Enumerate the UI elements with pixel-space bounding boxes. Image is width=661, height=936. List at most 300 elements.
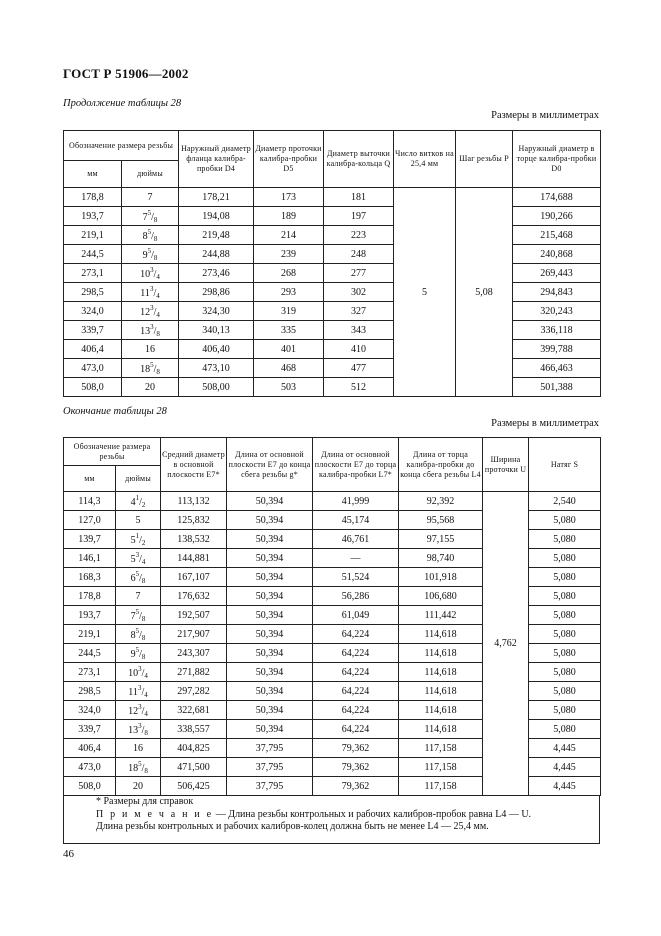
cell-len-end: 41,999 bbox=[313, 492, 399, 511]
inch-numerator: 3 bbox=[138, 721, 142, 730]
cell-tension: 5,080 bbox=[529, 530, 601, 549]
cell-len-end: 51,524 bbox=[313, 568, 399, 587]
cell-mm: 339,7 bbox=[64, 321, 122, 340]
inch-numerator: 1 bbox=[135, 493, 140, 502]
cell-mm: 406,4 bbox=[64, 739, 116, 758]
cell-tension: 5,080 bbox=[529, 625, 601, 644]
table-row bbox=[64, 359, 601, 378]
fraction-slash: / bbox=[153, 268, 157, 280]
cell-mean: 192,507 bbox=[161, 606, 227, 625]
cell-len-base: 50,394 bbox=[227, 568, 313, 587]
cell-tension: 5,080 bbox=[529, 663, 601, 682]
cell-outer: 320,243 bbox=[513, 302, 601, 321]
table-row bbox=[64, 226, 601, 245]
cell-groove: 319 bbox=[254, 302, 324, 321]
table-row bbox=[64, 378, 601, 397]
cell-mm: 193,7 bbox=[64, 606, 116, 625]
cell-flange: 340,13 bbox=[179, 321, 254, 340]
cell-tension: 5,080 bbox=[529, 644, 601, 663]
cell-tension: 2,540 bbox=[529, 492, 601, 511]
inch-denominator: 8 bbox=[156, 367, 160, 376]
cell-mm: 178,8 bbox=[64, 188, 122, 207]
inch-whole: 13 bbox=[140, 325, 151, 337]
cell-mm: 178,8 bbox=[64, 587, 116, 606]
fraction-slash: / bbox=[139, 572, 142, 584]
inch-whole: 7 bbox=[147, 191, 153, 203]
inch-whole: 12 bbox=[140, 306, 151, 318]
cell-recess: 302 bbox=[324, 283, 394, 302]
cell-inch bbox=[116, 625, 161, 644]
inch-numerator: 3 bbox=[150, 322, 154, 331]
fraction-slash: / bbox=[141, 762, 145, 774]
cell-len-end: 79,362 bbox=[313, 739, 399, 758]
table1-caption: Продолжение таблицы 28 bbox=[63, 98, 182, 109]
cell-len-base: 50,394 bbox=[227, 587, 313, 606]
fraction-slash: / bbox=[139, 629, 142, 641]
cell-flange: 324,30 bbox=[179, 302, 254, 321]
cell-groove: 173 bbox=[254, 188, 324, 207]
fraction-slash: / bbox=[139, 496, 142, 508]
cell-len-base: 37,795 bbox=[227, 739, 313, 758]
cell-recess: 410 bbox=[324, 340, 394, 359]
inch-whole: 5 bbox=[130, 534, 136, 546]
notes-block bbox=[63, 796, 600, 844]
cell-len-base: 50,394 bbox=[227, 625, 313, 644]
table-row bbox=[64, 207, 601, 226]
cell-mean: 338,557 bbox=[161, 720, 227, 739]
cell-mean: 167,107 bbox=[161, 568, 227, 587]
cell-len-end: — bbox=[313, 549, 399, 568]
cell-len-end: 56,286 bbox=[313, 587, 399, 606]
cell-inch bbox=[122, 245, 179, 264]
fraction-slash: / bbox=[151, 249, 154, 261]
inch-numerator: 5 bbox=[147, 246, 152, 255]
cell-flange: 219,48 bbox=[179, 226, 254, 245]
inch-whole: 18 bbox=[140, 363, 151, 375]
cell-mean: 144,881 bbox=[161, 549, 227, 568]
cell-outer: 336,118 bbox=[513, 321, 601, 340]
inch-whole: 7 bbox=[142, 211, 148, 223]
inch-whole: 4 bbox=[130, 496, 136, 508]
inch-numerator: 3 bbox=[150, 303, 154, 312]
cell-mean: 297,282 bbox=[161, 682, 227, 701]
inch-numerator: 3 bbox=[149, 284, 154, 293]
cell-len-end: 64,224 bbox=[313, 682, 399, 701]
table-row bbox=[64, 188, 601, 207]
inch-whole: 7 bbox=[130, 610, 136, 622]
fraction-slash: / bbox=[139, 648, 142, 660]
cell-inch bbox=[116, 606, 161, 625]
cell-len-base: 50,394 bbox=[227, 606, 313, 625]
cell-groove: 335 bbox=[254, 321, 324, 340]
table-row bbox=[64, 492, 601, 511]
cell-outer: 294,843 bbox=[513, 283, 601, 302]
cell-mm: 508,0 bbox=[64, 378, 122, 397]
inch-denominator: 8 bbox=[144, 728, 148, 737]
cell-tension: 4,445 bbox=[529, 777, 601, 796]
fraction-slash: / bbox=[151, 211, 154, 223]
cell-outer: 501,388 bbox=[513, 378, 601, 397]
cell-len-end: 61,049 bbox=[313, 606, 399, 625]
cell-recess: 223 bbox=[324, 226, 394, 245]
cell-len-base: 50,394 bbox=[227, 644, 313, 663]
cell-recess: 248 bbox=[324, 245, 394, 264]
cell-len-total: 114,618 bbox=[399, 663, 483, 682]
fraction-slash: / bbox=[139, 553, 142, 565]
cell-recess: 277 bbox=[324, 264, 394, 283]
cell-len-total: 117,158 bbox=[399, 739, 483, 758]
footnote: * Размеры для справок bbox=[96, 796, 194, 807]
cell-len-total: 97,155 bbox=[399, 530, 483, 549]
fraction-slash: / bbox=[151, 230, 154, 242]
inch-whole: 5 bbox=[130, 553, 136, 565]
cell-tension: 5,080 bbox=[529, 568, 601, 587]
note-label: П р и м е ч а н и е bbox=[96, 808, 214, 820]
cell-mm: 508,0 bbox=[64, 777, 116, 796]
inch-numerator: 3 bbox=[138, 664, 142, 673]
cell-mm: 473,0 bbox=[64, 359, 122, 378]
cell-inch bbox=[116, 739, 161, 758]
cell-mm: 406,4 bbox=[64, 340, 122, 359]
cell-inch bbox=[122, 359, 179, 378]
fraction-slash: / bbox=[141, 667, 145, 679]
cell-inch bbox=[116, 758, 161, 777]
cell-pitch-merged: 5,08 bbox=[456, 188, 513, 397]
inch-denominator: 4 bbox=[156, 272, 160, 281]
fraction-slash: / bbox=[153, 363, 157, 375]
table-row bbox=[64, 264, 601, 283]
cell-len-base: 37,795 bbox=[227, 777, 313, 796]
cell-flange: 194,08 bbox=[179, 207, 254, 226]
cell-outer: 174,688 bbox=[513, 188, 601, 207]
cell-groove: 268 bbox=[254, 264, 324, 283]
th2-width: Ширина проточки U bbox=[483, 438, 529, 492]
cell-len-end: 79,362 bbox=[313, 758, 399, 777]
cell-tension: 5,080 bbox=[529, 701, 601, 720]
inch-numerator: 5 bbox=[135, 645, 140, 654]
fraction-slash: / bbox=[139, 534, 142, 546]
cell-inch bbox=[116, 777, 161, 796]
cell-len-base: 50,394 bbox=[227, 492, 313, 511]
cell-inch bbox=[122, 188, 179, 207]
inch-numerator: 1 bbox=[135, 531, 140, 540]
table-row bbox=[64, 245, 601, 264]
cell-inch bbox=[116, 511, 161, 530]
cell-len-base: 37,795 bbox=[227, 758, 313, 777]
inch-denominator: 4 bbox=[156, 291, 160, 300]
cell-tension: 5,080 bbox=[529, 587, 601, 606]
cell-width-merged: 4,762 bbox=[483, 492, 529, 796]
th-groove: Диаметр проточки калибра-пробки D5 bbox=[254, 131, 324, 188]
th2-mean: Средний диаметр в основной плоскости E7* bbox=[161, 438, 227, 492]
cell-len-end: 64,224 bbox=[313, 644, 399, 663]
inch-numerator: 3 bbox=[137, 683, 142, 692]
cell-mean: 506,425 bbox=[161, 777, 227, 796]
inch-denominator: 4 bbox=[156, 310, 160, 319]
inch-denominator: 8 bbox=[141, 633, 146, 642]
cell-outer: 240,868 bbox=[513, 245, 601, 264]
cell-len-base: 50,394 bbox=[227, 511, 313, 530]
table2-units: Размеры в миллиметрах bbox=[491, 418, 599, 429]
table-end bbox=[63, 437, 601, 796]
inch-numerator: 5 bbox=[135, 569, 140, 578]
cell-len-total: 117,158 bbox=[399, 777, 483, 796]
cell-inch bbox=[116, 682, 161, 701]
cell-inch bbox=[116, 492, 161, 511]
inch-denominator: 8 bbox=[153, 234, 158, 243]
cell-tension: 5,080 bbox=[529, 511, 601, 530]
cell-threads-merged: 5 bbox=[394, 188, 456, 397]
inch-whole: 20 bbox=[133, 780, 143, 792]
note-text: — Длина резьбы контрольных и рабочих калибров-пробок равна L4 — U. bbox=[213, 808, 532, 820]
note-line bbox=[96, 809, 599, 822]
inch-whole: 13 bbox=[128, 724, 139, 736]
cell-flange: 273,46 bbox=[179, 264, 254, 283]
th2-inch: дюймы bbox=[116, 466, 161, 492]
fraction-slash: / bbox=[141, 686, 145, 698]
cell-len-base: 50,394 bbox=[227, 530, 313, 549]
inch-whole: 16 bbox=[145, 343, 155, 355]
table1-units: Размеры в миллиметрах bbox=[491, 110, 599, 121]
fraction-slash: / bbox=[141, 705, 145, 717]
cell-len-end: 64,224 bbox=[313, 663, 399, 682]
cell-mean: 176,632 bbox=[161, 587, 227, 606]
cell-mm: 219,1 bbox=[64, 226, 122, 245]
cell-len-base: 50,394 bbox=[227, 549, 313, 568]
cell-len-end: 64,224 bbox=[313, 625, 399, 644]
th2-designation: Обозначение размера резьбы bbox=[64, 438, 161, 466]
inch-whole: 8 bbox=[142, 230, 148, 242]
cell-mean: 217,907 bbox=[161, 625, 227, 644]
cell-mean: 243,307 bbox=[161, 644, 227, 663]
cell-mean: 113,132 bbox=[161, 492, 227, 511]
cell-len-total: 114,618 bbox=[399, 682, 483, 701]
inch-whole: 8 bbox=[130, 629, 136, 641]
inch-whole: 6 bbox=[130, 572, 136, 584]
cell-recess: 343 bbox=[324, 321, 394, 340]
cell-inch bbox=[122, 264, 179, 283]
cell-inch bbox=[122, 226, 179, 245]
cell-mm: 146,1 bbox=[64, 549, 116, 568]
cell-inch bbox=[116, 568, 161, 587]
inch-denominator: 4 bbox=[144, 671, 148, 680]
th-designation: Обозначение размера резьбы bbox=[64, 131, 179, 161]
cell-inch bbox=[116, 663, 161, 682]
cell-recess: 477 bbox=[324, 359, 394, 378]
table-row bbox=[64, 340, 601, 359]
inch-denominator: 2 bbox=[141, 538, 146, 547]
th2-mm: мм bbox=[64, 466, 116, 492]
inch-denominator: 8 bbox=[144, 766, 148, 775]
inch-denominator: 4 bbox=[144, 690, 148, 699]
document-title: ГОСТ Р 51906—2002 bbox=[63, 66, 189, 81]
cell-mm: 273,1 bbox=[64, 663, 116, 682]
cell-tension: 5,080 bbox=[529, 606, 601, 625]
cell-mm: 127,0 bbox=[64, 511, 116, 530]
inch-whole: 7 bbox=[135, 590, 141, 602]
cell-len-total: 101,918 bbox=[399, 568, 483, 587]
th-flange: Наружный диаметр фланца калибра-пробки D4 bbox=[179, 131, 254, 188]
inch-denominator: 4 bbox=[144, 709, 148, 718]
cell-mm: 139,7 bbox=[64, 530, 116, 549]
cell-len-end: 46,761 bbox=[313, 530, 399, 549]
inch-denominator: 4 bbox=[141, 557, 146, 566]
cell-mean: 322,681 bbox=[161, 701, 227, 720]
table-continuation bbox=[63, 130, 601, 397]
table2-caption: Окончание таблицы 28 bbox=[63, 406, 167, 417]
cell-tension: 4,445 bbox=[529, 758, 601, 777]
table-row bbox=[64, 283, 601, 302]
table-row bbox=[64, 321, 601, 340]
cell-recess: 327 bbox=[324, 302, 394, 321]
cell-recess: 181 bbox=[324, 188, 394, 207]
cell-len-total: 106,680 bbox=[399, 587, 483, 606]
cell-outer: 466,463 bbox=[513, 359, 601, 378]
inch-denominator: 2 bbox=[141, 500, 146, 509]
cell-groove: 189 bbox=[254, 207, 324, 226]
inch-denominator: 8 bbox=[156, 329, 160, 338]
cell-inch bbox=[122, 207, 179, 226]
inch-whole: 10 bbox=[140, 268, 151, 280]
inch-numerator: 5 bbox=[150, 360, 154, 369]
cell-groove: 214 bbox=[254, 226, 324, 245]
cell-inch bbox=[122, 378, 179, 397]
cell-groove: 239 bbox=[254, 245, 324, 264]
inch-whole: 5 bbox=[135, 514, 141, 526]
inch-whole: 16 bbox=[133, 742, 143, 754]
cell-mean: 471,500 bbox=[161, 758, 227, 777]
inch-numerator: 5 bbox=[147, 208, 152, 217]
cell-len-total: 117,158 bbox=[399, 758, 483, 777]
th-threads: Число витков на 25,4 мм bbox=[394, 131, 456, 188]
inch-whole: 11 bbox=[128, 686, 138, 698]
cell-mm: 168,3 bbox=[64, 568, 116, 587]
inch-whole: 12 bbox=[128, 705, 139, 717]
cell-flange: 298,86 bbox=[179, 283, 254, 302]
cell-inch bbox=[116, 644, 161, 663]
inch-whole: 9 bbox=[142, 249, 148, 261]
th2-tension: Натяг S bbox=[529, 438, 601, 492]
cell-mm: 193,7 bbox=[64, 207, 122, 226]
cell-outer: 190,266 bbox=[513, 207, 601, 226]
cell-mm: 244,5 bbox=[64, 644, 116, 663]
cell-outer: 269,443 bbox=[513, 264, 601, 283]
cell-mm: 298,5 bbox=[64, 682, 116, 701]
cell-mean: 125,832 bbox=[161, 511, 227, 530]
cell-mean: 404,825 bbox=[161, 739, 227, 758]
cell-inch bbox=[122, 283, 179, 302]
th2-len-base: Длина от основной плоскости E7 до конца сбега резьбы g* bbox=[227, 438, 313, 492]
inch-whole: 10 bbox=[128, 667, 139, 679]
cell-recess: 197 bbox=[324, 207, 394, 226]
cell-len-base: 50,394 bbox=[227, 720, 313, 739]
fraction-slash: / bbox=[153, 325, 157, 337]
cell-mean: 271,882 bbox=[161, 663, 227, 682]
th-outer: Наружный диаметр в торце калибра-пробки D0 bbox=[513, 131, 601, 188]
cell-groove: 468 bbox=[254, 359, 324, 378]
cell-inch bbox=[122, 340, 179, 359]
cell-groove: 401 bbox=[254, 340, 324, 359]
cell-groove: 293 bbox=[254, 283, 324, 302]
inch-denominator: 8 bbox=[141, 614, 146, 623]
cell-mm: 324,0 bbox=[64, 302, 122, 321]
cell-flange: 244,88 bbox=[179, 245, 254, 264]
th-mm: мм bbox=[64, 161, 122, 188]
inch-numerator: 3 bbox=[135, 550, 140, 559]
inch-numerator: 5 bbox=[135, 626, 140, 635]
fraction-slash: / bbox=[141, 724, 145, 736]
inch-numerator: 3 bbox=[150, 265, 154, 274]
cell-flange: 508,00 bbox=[179, 378, 254, 397]
cell-inch bbox=[122, 302, 179, 321]
cell-len-total: 95,568 bbox=[399, 511, 483, 530]
cell-len-end: 79,362 bbox=[313, 777, 399, 796]
inch-whole: 18 bbox=[128, 762, 139, 774]
inch-whole: 9 bbox=[130, 648, 136, 660]
cell-len-base: 50,394 bbox=[227, 682, 313, 701]
th2-len-total: Длина от торца калибра-пробки до конца сбега резьбы L4 bbox=[399, 438, 483, 492]
fraction-slash: / bbox=[139, 610, 142, 622]
cell-len-total: 114,618 bbox=[399, 720, 483, 739]
inch-denominator: 8 bbox=[141, 652, 146, 661]
cell-len-end: 45,174 bbox=[313, 511, 399, 530]
inch-denominator: 8 bbox=[141, 576, 146, 585]
page-number: 46 bbox=[63, 848, 74, 860]
cell-len-total: 114,618 bbox=[399, 625, 483, 644]
cell-flange: 473,10 bbox=[179, 359, 254, 378]
cell-mm: 244,5 bbox=[64, 245, 122, 264]
fraction-slash: / bbox=[153, 306, 157, 318]
cell-inch bbox=[122, 321, 179, 340]
cell-tension: 4,445 bbox=[529, 739, 601, 758]
cell-inch bbox=[116, 549, 161, 568]
cell-tension: 5,080 bbox=[529, 720, 601, 739]
th-pitch: Шаг резьбы P bbox=[456, 131, 513, 188]
inch-whole: 20 bbox=[145, 381, 155, 393]
inch-numerator: 5 bbox=[135, 607, 140, 616]
cell-mm: 324,0 bbox=[64, 701, 116, 720]
cell-len-total: 92,392 bbox=[399, 492, 483, 511]
fraction-slash: / bbox=[153, 287, 157, 299]
cell-mm: 473,0 bbox=[64, 758, 116, 777]
th-inch: дюймы bbox=[122, 161, 179, 188]
th-recess: Диаметр выточки калибра-кольца Q bbox=[324, 131, 394, 188]
cell-len-total: 111,442 bbox=[399, 606, 483, 625]
inch-numerator: 3 bbox=[138, 702, 142, 711]
cell-inch bbox=[116, 530, 161, 549]
cell-len-total: 114,618 bbox=[399, 644, 483, 663]
cell-len-end: 64,224 bbox=[313, 701, 399, 720]
cell-mm: 273,1 bbox=[64, 264, 122, 283]
cell-mm: 339,7 bbox=[64, 720, 116, 739]
th2-len-end: Длина от основной плоскости E7 до торца калибра-пробки L7* bbox=[313, 438, 399, 492]
cell-mean: 138,532 bbox=[161, 530, 227, 549]
inch-denominator: 8 bbox=[153, 253, 158, 262]
cell-inch bbox=[116, 701, 161, 720]
cell-inch bbox=[116, 720, 161, 739]
cell-mm: 114,3 bbox=[64, 492, 116, 511]
cell-groove: 503 bbox=[254, 378, 324, 397]
inch-numerator: 5 bbox=[147, 227, 152, 236]
cell-len-total: 114,618 bbox=[399, 701, 483, 720]
cell-tension: 5,080 bbox=[529, 682, 601, 701]
cell-tension: 5,080 bbox=[529, 549, 601, 568]
cell-recess: 512 bbox=[324, 378, 394, 397]
cell-outer: 215,468 bbox=[513, 226, 601, 245]
cell-mm: 298,5 bbox=[64, 283, 122, 302]
note-line-2: Длина резьбы контрольных и рабочих калибров-колец должна быть не менее L4 — 25,4 мм. bbox=[96, 821, 489, 832]
cell-flange: 406,40 bbox=[179, 340, 254, 359]
